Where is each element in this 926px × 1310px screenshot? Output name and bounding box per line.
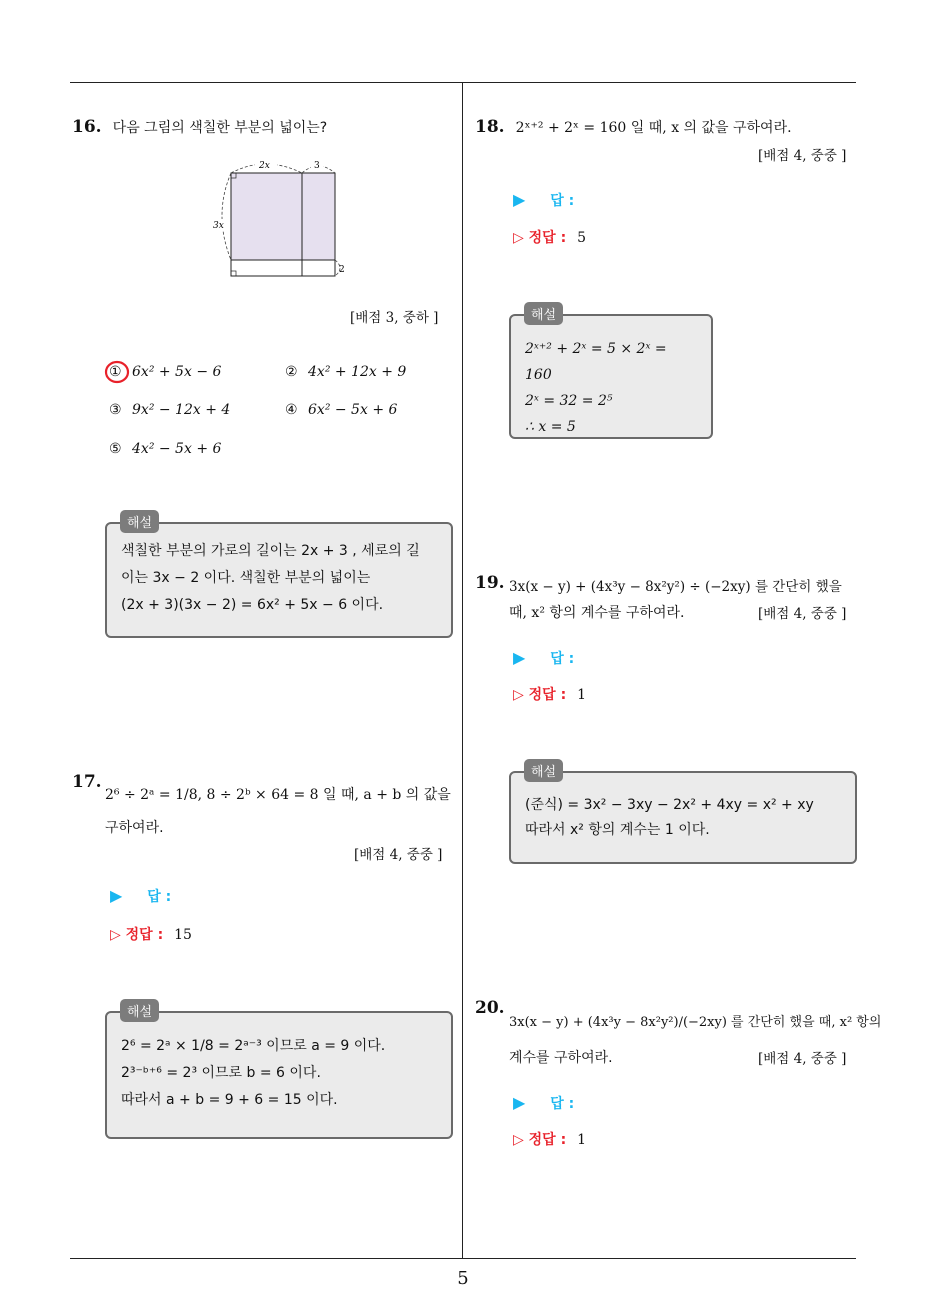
q18-correct-row xyxy=(513,227,586,247)
q18-solution-box xyxy=(509,314,713,439)
q16-choice-2[interactable] xyxy=(285,364,406,380)
q16-header xyxy=(72,117,327,137)
q20-answer-row[interactable] xyxy=(513,1093,574,1113)
solution-line: 따라서 x² 항의 계수는 1 이다. xyxy=(525,822,710,838)
play-triangle-icon: ▶ xyxy=(513,190,526,209)
answer-label: 답 : xyxy=(147,889,172,905)
solution-line: (준식) = 3x² − 3xy − 2x² + 4xy = x² + xy xyxy=(525,797,814,813)
solution-line: 색칠한 부분의 가로의 길이는 2x + 3 , 세로의 길 xyxy=(121,543,420,559)
q17-solution-tag: 해설 xyxy=(120,999,159,1022)
q19-number: 19. xyxy=(475,573,505,593)
choice-mark: ④ xyxy=(285,402,298,418)
fig-label-3: 3 xyxy=(314,161,320,171)
q16-choice-4[interactable] xyxy=(285,402,397,418)
correct-label: 정답 : xyxy=(125,927,164,943)
q18-header xyxy=(475,117,792,137)
choice-mark: ③ xyxy=(109,402,122,418)
q16-text: 다음 그림의 색칠한 부분의 넓이는? xyxy=(112,120,328,136)
q16-number: 16. xyxy=(72,117,102,137)
outline-triangle-icon: ▷ xyxy=(513,230,524,246)
q16-choice-5[interactable] xyxy=(109,441,221,457)
q18-answer-row[interactable] xyxy=(513,190,574,210)
q16-meta: [배점 3, 중하 ] xyxy=(350,310,439,326)
correct-label: 정답 : xyxy=(528,230,567,246)
solution-line: ∴ x = 5 xyxy=(525,419,576,435)
q17-correct-row xyxy=(110,924,192,944)
choice-mark: ⑤ xyxy=(109,441,122,457)
fig-label-2: 2 xyxy=(339,265,345,275)
solution-line: 2³⁻ᵇ⁺⁶ = 2³ 이므로 b = 6 이다. xyxy=(121,1065,321,1081)
q17-number: 17. xyxy=(72,772,102,792)
q19-correct-value: 1 xyxy=(577,687,586,703)
solution-line: (2x + 3)(3x − 2) = 6x² + 5x − 6 이다. xyxy=(121,597,384,613)
top-rule xyxy=(70,82,856,83)
q19-text-line1: 3x(x − y) + (4x³y − 8x²y²) ÷ (−2xy) 를 간단히 했을 xyxy=(509,579,842,595)
outline-triangle-icon: ▷ xyxy=(513,1132,524,1148)
choice-mark: ② xyxy=(285,364,298,380)
choice-expr: 6x² − 5x + 6 xyxy=(308,402,398,418)
answer-label: 답 : xyxy=(550,193,575,209)
shaded-rect-right xyxy=(302,173,335,260)
q19-answer-row[interactable] xyxy=(513,648,574,668)
q19-solution-tag: 해설 xyxy=(524,759,563,782)
q18-meta: [배점 4, 중중 ] xyxy=(758,148,847,164)
solution-line: 따라서 a + b = 9 + 6 = 15 이다. xyxy=(121,1092,338,1108)
answer-label: 답 : xyxy=(550,1096,575,1112)
choice-expr: 9x² − 12x + 4 xyxy=(132,402,231,418)
fig-label-3x: 3x xyxy=(213,221,224,231)
unshaded-strip xyxy=(231,260,335,276)
q20-meta: [배점 4, 중중 ] xyxy=(758,1051,847,1067)
q17-answer-row[interactable] xyxy=(110,886,171,906)
solution-line: 2ˣ = 32 = 2⁵ xyxy=(525,393,613,409)
correct-label: 정답 : xyxy=(528,687,567,703)
q20-number: 20. xyxy=(475,998,505,1018)
column-divider xyxy=(462,83,463,1258)
solution-line: 이는 3x − 2 이다. 색칠한 부분의 넓이는 xyxy=(121,570,371,586)
shaded-rect-left xyxy=(231,173,302,260)
q16-choice-1[interactable] xyxy=(109,364,221,380)
q17-text-line2: 구하여라. xyxy=(105,820,164,836)
play-triangle-icon: ▶ xyxy=(110,886,123,905)
q18-correct-value: 5 xyxy=(577,230,586,246)
q17-solution-box xyxy=(105,1011,453,1139)
q20-text-line2: 계수를 구하여라. xyxy=(509,1050,613,1066)
q16-solution-tag: 해설 xyxy=(120,510,159,533)
choice-expr: 6x² + 5x − 6 xyxy=(132,364,222,380)
q19-solution-box xyxy=(509,771,857,864)
q17-meta: [배점 4, 중중 ] xyxy=(354,847,443,863)
q19-text-line2: 때, x² 항의 계수를 구하여라. xyxy=(509,605,685,621)
page-number: 5 xyxy=(457,1268,469,1289)
play-triangle-icon: ▶ xyxy=(513,1093,526,1112)
q18-solution-tag: 해설 xyxy=(524,302,563,325)
q19-correct-row xyxy=(513,684,586,704)
q18-number: 18. xyxy=(475,117,505,137)
solution-line: 2ˣ⁺² + 2ˣ = 5 × 2ˣ = 160 xyxy=(525,341,667,383)
q17-text-line1: 2⁶ ÷ 2ᵃ = 1/8, 8 ÷ 2ᵇ × 64 = 8 일 때, a + b 의 값을 xyxy=(105,787,451,803)
q16-choice-3[interactable] xyxy=(109,402,230,418)
q20-text-line1: 3x(x − y) + (4x³y − 8x²y²)/(−2xy) 를 간단히 했을 때, x² 항의 xyxy=(509,1015,882,1030)
q20-correct-value: 1 xyxy=(577,1132,586,1148)
answer-label: 답 : xyxy=(550,651,575,667)
q19-meta: [배점 4, 중중 ] xyxy=(758,606,847,622)
choice-expr: 4x² − 5x + 6 xyxy=(132,441,222,457)
choice-expr: 4x² + 12x + 9 xyxy=(308,364,407,380)
q20-correct-row xyxy=(513,1129,586,1149)
q16-figure xyxy=(205,155,355,280)
correct-label: 정답 : xyxy=(528,1132,567,1148)
solution-line: 2⁶ = 2ᵃ × 1/8 = 2ᵃ⁻³ 이므로 a = 9 이다. xyxy=(121,1038,386,1054)
outline-triangle-icon: ▷ xyxy=(513,687,524,703)
q18-text: 2ˣ⁺² + 2ˣ = 160 일 때, x 의 값을 구하여라. xyxy=(515,120,792,136)
choice-mark: ① xyxy=(109,364,122,380)
fig-label-2x: 2x xyxy=(259,161,270,171)
q17-correct-value: 15 xyxy=(174,927,192,943)
play-triangle-icon: ▶ xyxy=(513,648,526,667)
outline-triangle-icon: ▷ xyxy=(110,927,121,943)
bottom-rule xyxy=(70,1258,856,1259)
q16-solution-box xyxy=(105,522,453,638)
